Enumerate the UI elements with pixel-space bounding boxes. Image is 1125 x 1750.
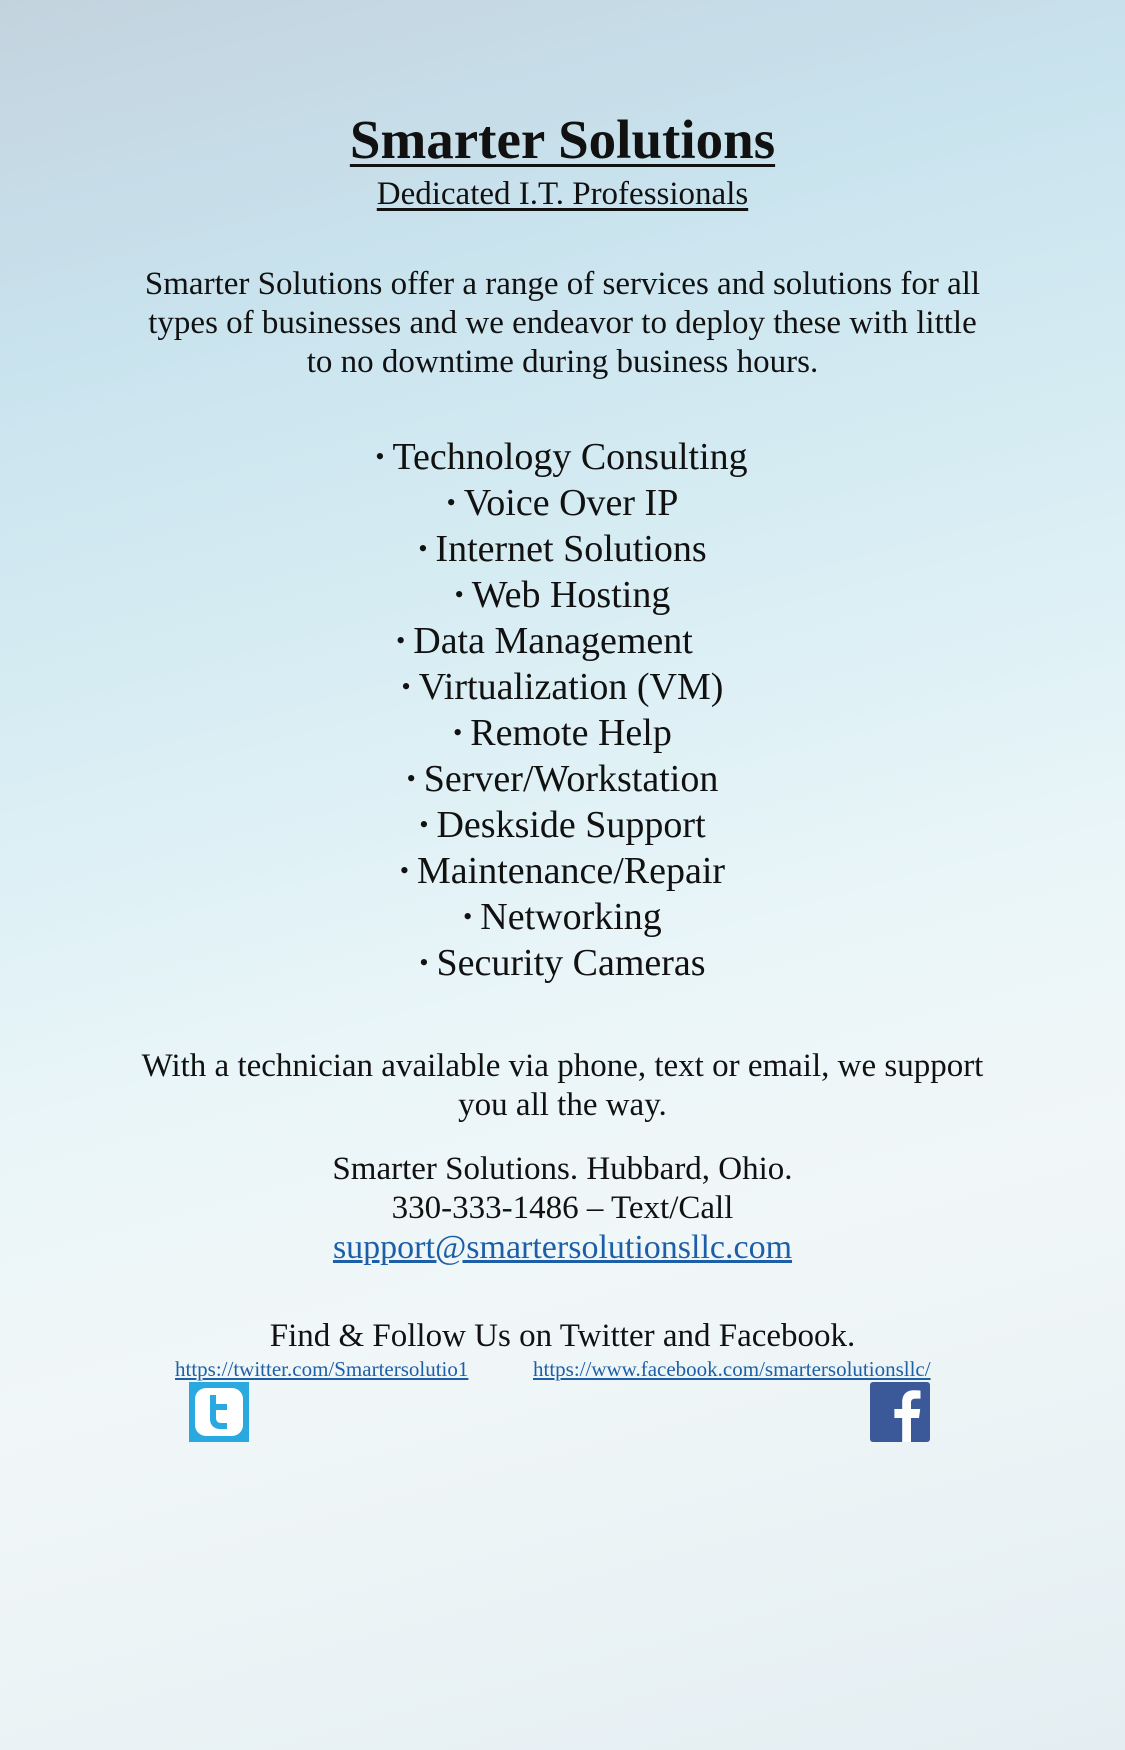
service-item xyxy=(0,710,1125,756)
bullet-icon: • xyxy=(463,902,473,931)
contact-location: Smarter Solutions. Hubbard, Ohio. xyxy=(332,1151,793,1187)
service-item xyxy=(0,940,1125,986)
service-item xyxy=(0,664,1125,710)
service-item xyxy=(0,848,1125,894)
service-label: Internet Solutions xyxy=(435,528,707,570)
service-label: Security Cameras xyxy=(436,942,706,984)
service-label: Maintenance/Repair xyxy=(417,850,726,892)
email-link[interactable]: support@smartersolutionsllc.com xyxy=(332,1229,793,1266)
service-label: Data Management xyxy=(413,620,693,662)
page-title: Smarter Solutions xyxy=(349,109,776,170)
support-line: you all the way. xyxy=(458,1087,667,1123)
service-item xyxy=(0,572,1125,618)
support-paragraph xyxy=(120,1047,1005,1125)
intro-line: to no downtime during business hours. xyxy=(306,344,819,380)
service-item xyxy=(0,526,1125,572)
service-label: Virtualization (VM) xyxy=(418,666,724,708)
intro-line: types of businesses and we endeavor to deploy these with little xyxy=(148,305,977,341)
service-label: Voice Over IP xyxy=(463,482,679,524)
intro-paragraph xyxy=(120,265,1005,382)
service-item xyxy=(0,894,1125,940)
bullet-icon: • xyxy=(453,718,463,747)
service-item xyxy=(0,434,1124,480)
bullet-icon: • xyxy=(446,488,456,517)
service-label: Remote Help xyxy=(470,712,672,754)
contact-block xyxy=(0,1150,1125,1268)
service-label: Web Hosting xyxy=(471,574,671,616)
bullet-icon: • xyxy=(401,672,411,701)
bullet-icon: • xyxy=(406,764,416,793)
intro-line: Smarter Solutions offer a range of services and solutions for all xyxy=(144,266,981,302)
service-label: Server/Workstation xyxy=(423,758,719,800)
service-label: Deskside Support xyxy=(436,804,706,846)
bullet-icon: • xyxy=(418,534,428,563)
bullet-icon: • xyxy=(399,856,409,885)
bullet-icon: • xyxy=(419,810,429,839)
twitter-icon[interactable] xyxy=(189,1382,249,1442)
support-line: With a technician available via phone, text or email, we support xyxy=(141,1048,984,1084)
facebook-link[interactable]: https://www.facebook.com/smartersolutionsllc/ xyxy=(533,1357,931,1381)
service-item xyxy=(0,802,1125,848)
service-label: Networking xyxy=(480,896,662,938)
twitter-link[interactable]: https://twitter.com/Smartersolutio1 xyxy=(175,1357,469,1381)
service-item xyxy=(0,480,1125,526)
social-heading: Find & Follow Us on Twitter and Facebook. xyxy=(269,1318,856,1354)
contact-phone: 330-333-1486 – Text/Call xyxy=(391,1190,734,1226)
service-item xyxy=(0,756,1125,802)
facebook-icon[interactable] xyxy=(870,1382,930,1442)
page-subtitle: Dedicated I.T. Professionals xyxy=(376,176,749,212)
service-label: Technology Consulting xyxy=(392,436,748,478)
service-item xyxy=(0,618,1107,664)
bullet-icon: • xyxy=(375,442,385,471)
bullet-icon: • xyxy=(396,626,406,655)
bullet-icon: • xyxy=(419,948,429,977)
bullet-icon: • xyxy=(454,580,464,609)
